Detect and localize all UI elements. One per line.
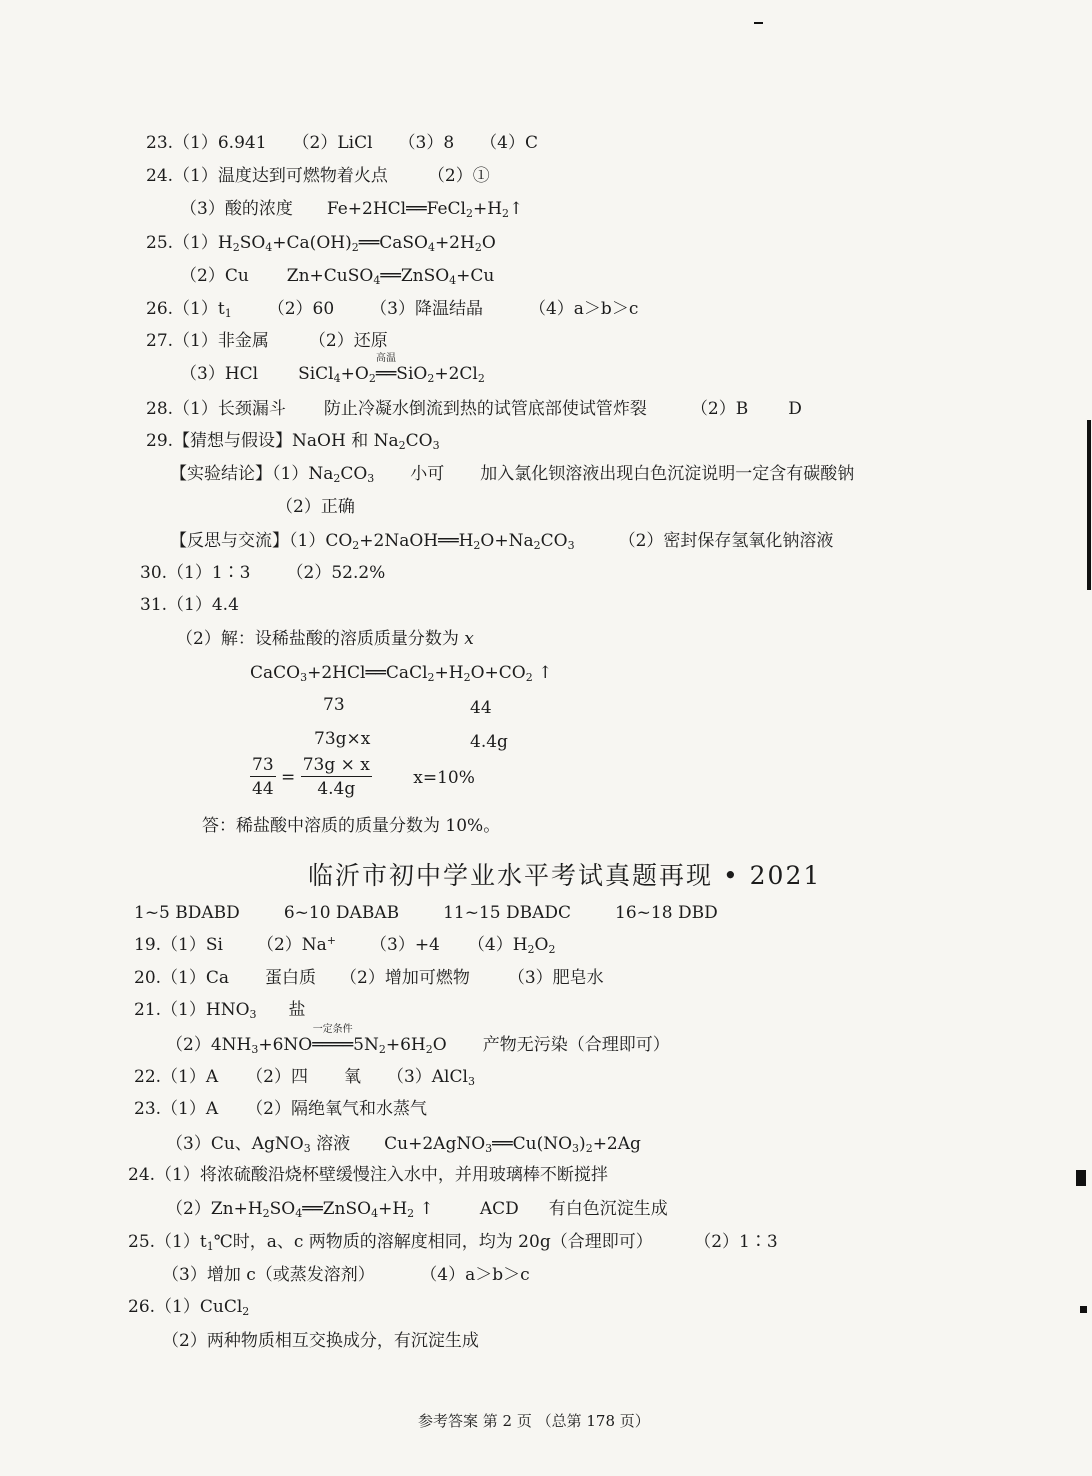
answer-23b-3: （3）Cu、AgNO$_3$ 溶液 $Cu+2AgNO_3══Cu(NO_3)_2+2Ag$ bbox=[166, 1134, 641, 1155]
answer-28: 28.（1）长颈漏斗 防止冷凝水倒流到热的试管底部使试管炸裂 （2）B D bbox=[146, 399, 802, 419]
answer-29-reflection: 【反思与交流】$(1)CO_2+2NaOH══H_2O+Na_2CO_3$ （2）密封保存氢氧化钠溶液 bbox=[170, 531, 834, 552]
answer-27: 27.（1）非金属 （2）还原 bbox=[146, 331, 388, 351]
answer-25b-3: （3）增加 c（或蒸发溶剂） （4）a＞b＞c bbox=[162, 1265, 530, 1285]
scan-mark bbox=[1076, 1170, 1086, 1186]
mass-73gx: 73g×x bbox=[314, 729, 371, 749]
answer-31: 31.（1）4.4 bbox=[140, 595, 239, 615]
scan-mark bbox=[1087, 420, 1091, 590]
fraction: $\frac{73g \times x}{4.4g}$ bbox=[302, 755, 370, 799]
reaction-condition: 一定条件 ════ bbox=[312, 1024, 354, 1055]
answer-24b-2: $(2)Zn+H_2SO_4══ZnSO_4+H_2$ ↑ ACD 有白色沉淀生成 bbox=[166, 1199, 668, 1220]
answer-31-conclusion: 答：稀盐酸中溶质的质量分数为 10%。 bbox=[202, 816, 501, 836]
answer-23: 23.（1）6.941 （2）LiCl （3）8 （4）C bbox=[146, 133, 538, 153]
answer-29-conclusion: 【实验结论】$(1)Na_2CO_3$ 小可 加入氯化钡溶液出现白色沉淀说明一定含有碳酸钠 bbox=[170, 464, 855, 485]
page-footer: 参考答案 第 2 页 （总第 178 页） bbox=[418, 1412, 650, 1430]
answer-31-2: （2）解：设稀盐酸的溶质质量分数为 x bbox=[176, 629, 474, 649]
answer-25b: $25.(1)t_1℃$时，a、c 两物质的溶解度相同，均为 20g（合理即可） （2）1∶3 bbox=[128, 1232, 778, 1253]
answer-26: $26.(1)t_1$ （2）60 （3）降温结晶 （4）a＞b＞c bbox=[146, 299, 639, 320]
answer-23b: 23.（1）A （2）隔绝氧气和水蒸气 bbox=[134, 1099, 427, 1119]
answer-25: $25.(1)H_2SO_4+Ca(OH)_2══CaSO_4+2H_2O$ bbox=[146, 233, 496, 254]
answer-24-3: （3）酸的浓度 $Fe+2HCl══FeCl_2+H_2↑$ bbox=[180, 199, 524, 220]
scan-mark bbox=[1080, 1306, 1087, 1313]
answer-29: 29.【猜想与假设】NaOH 和 $Na_2CO_3$ bbox=[146, 431, 440, 452]
answer-29-conclusion-2: （2）正确 bbox=[276, 497, 355, 517]
fraction: $\frac{73}{44}$ bbox=[252, 755, 274, 799]
answer-25-2: （2）Cu Zn+CuSO$_4$══ZnSO$_4$+Cu bbox=[180, 266, 495, 287]
answer-21-2: $(2)4NH_3+6NO$ 一定条件 $════5N_2+6H_2O$ 产物无污染（合理即可） bbox=[166, 1024, 670, 1056]
section-title: 临沂市初中学业水平考试真题再现 • 2021 bbox=[308, 861, 822, 890]
answer-26b-2: （2）两种物质相互交换成分，有沉淀生成 bbox=[162, 1331, 479, 1351]
mc-answers: 1~5 BDABD 6~10 DABAB 11~15 DBADC 16~18 DBD bbox=[134, 903, 718, 923]
answer-19: 19.（1）Si （2）Na+ （3）+4 $(4)H_2O_2$ bbox=[134, 934, 556, 956]
equation-31: $CaCO_3+2HCl══CaCl_2+H_2O+CO_2$ ↑ bbox=[250, 663, 553, 684]
answer-21: $21.(1)HNO_3$ 盐 bbox=[134, 1000, 306, 1021]
answer-24: 24.（1）温度达到可燃物着火点 （2）① bbox=[146, 166, 490, 186]
answer-27-3: （3）HCl $SiCl_4+O_2$ 高温 $══SiO_2+2Cl_2$ bbox=[180, 353, 485, 385]
answer-30: 30.（1）1∶3 （2）52.2% bbox=[140, 563, 386, 583]
answer-22: 22.（1）A （2）四 氧 （3）AlCl$_3$ bbox=[134, 1067, 475, 1088]
proportion: $\frac{73}{44}$ = $\frac{73g \times x}{4.4g}$ x=10% bbox=[252, 755, 475, 799]
answer-20: 20.（1）Ca 蛋白质 （2）增加可燃物 （3）肥皂水 bbox=[134, 968, 604, 988]
mass-73: 73 bbox=[323, 695, 345, 715]
mass-44: 44 bbox=[470, 698, 492, 718]
mass-44g: 4.4g bbox=[470, 732, 508, 752]
reaction-condition: 高温 ══ bbox=[375, 353, 397, 384]
answer-24b: 24.（1）将浓硫酸沿烧杯壁缓慢注入水中，并用玻璃棒不断搅拌 bbox=[128, 1165, 608, 1185]
scan-mark bbox=[754, 22, 763, 24]
answer-26b: 26.（1）CuCl$_2$ bbox=[128, 1297, 250, 1318]
